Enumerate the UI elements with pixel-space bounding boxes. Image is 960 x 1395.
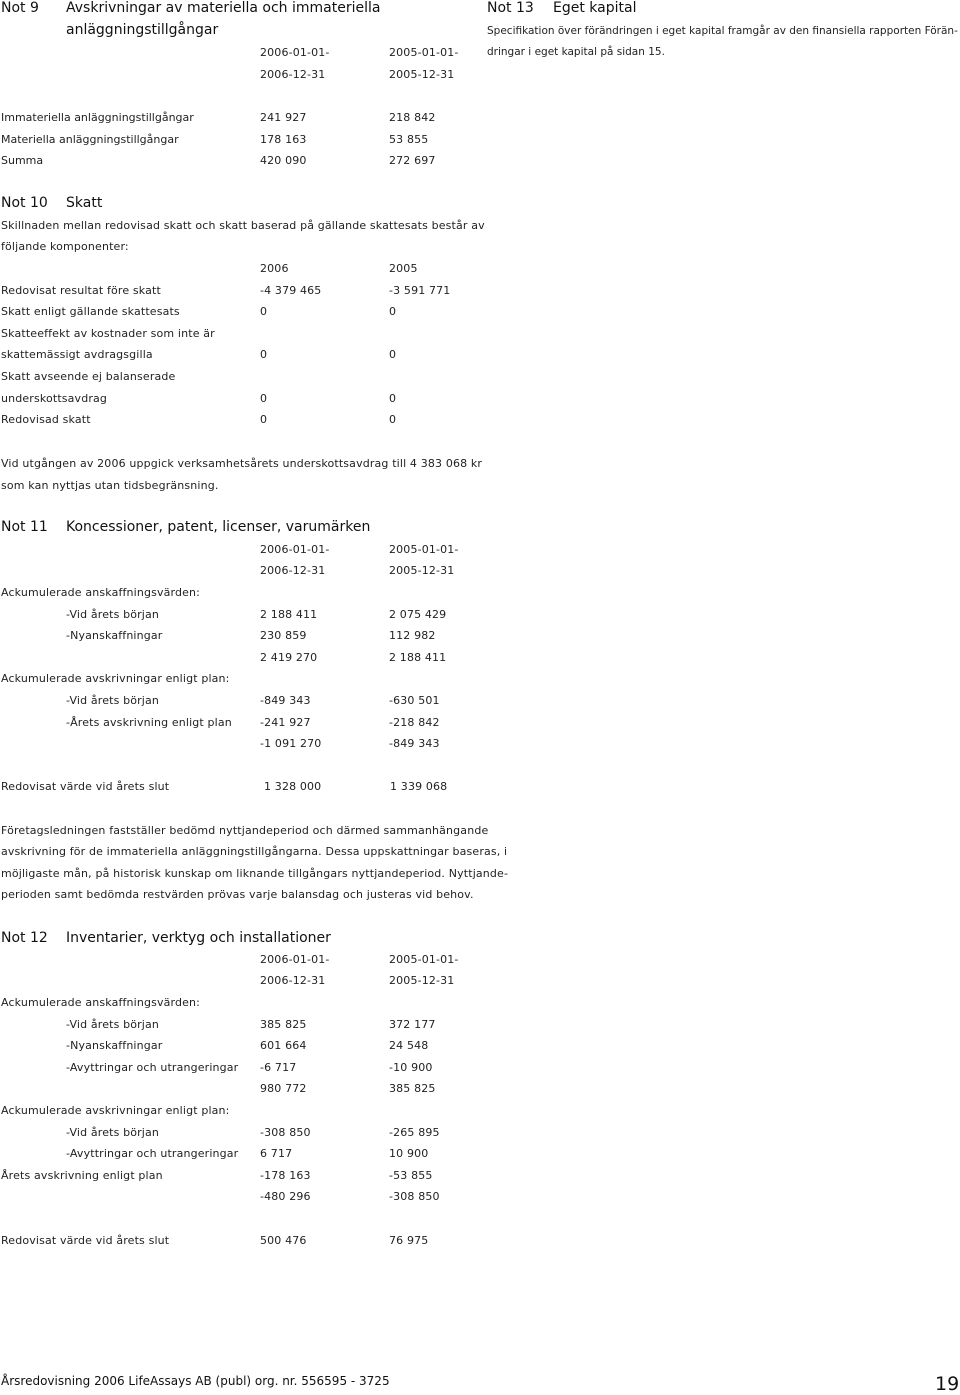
not9-col2-head-a: 2005-01-01-: [389, 46, 459, 59]
row-value-2005: -3 591 771: [389, 284, 451, 297]
row-value-2005: 0: [389, 305, 397, 318]
subtotal-value-2005: -308 850: [389, 1190, 440, 1203]
not10-note-line1: Vid utgången av 2006 uppgick verksamhetsårets underskottsavdrag till 4 383 068 kr: [1, 457, 483, 470]
not10-title: Skatt: [66, 195, 103, 211]
row-value-2005: 0: [389, 413, 397, 426]
not9-col1-head-a: 2006-01-01-: [260, 46, 330, 59]
not11-total-2005: 1 339 068: [390, 780, 448, 793]
row-label: Ackumulerade avskrivningar enligt plan:: [1, 1104, 230, 1117]
row-label: Ackumulerade anskaffningsvärden:: [1, 586, 201, 599]
row-label: -Nyanskaffningar: [66, 629, 163, 642]
row-label: -Nyanskaffningar: [66, 1039, 163, 1052]
row-label: Årets avskrivning enligt plan: [1, 1169, 163, 1182]
paragraph-line: Företagsledningen fastställer bedömd nyttjandeperiod och därmed sammanhängande: [1, 824, 489, 837]
row-value-2006: 385 825: [260, 1018, 307, 1031]
subtotal-value-2005: 2 188 411: [389, 651, 447, 664]
row-label: Immateriella anläggningstillgångar: [1, 111, 194, 124]
not11-col2-head-b: 2005-12-31: [389, 564, 455, 577]
row-label: Summa: [1, 154, 44, 167]
row-label: Redovisat resultat före skatt: [1, 284, 161, 297]
row-label: -Avyttringar och utrangeringar: [66, 1061, 239, 1074]
row-label: Ackumulerade anskaffningsvärden:: [1, 996, 201, 1009]
not12-col1-head-a: 2006-01-01-: [260, 953, 330, 966]
row-label: underskottsavdrag: [1, 392, 108, 405]
row-label: skattemässigt avdragsgilla: [1, 348, 153, 361]
not13-text-line1: Specifikation över förändringen i eget kapital framgår av den finansiella rapporten Förän-: [487, 25, 958, 37]
subtotal-value-2005: 385 825: [389, 1082, 436, 1095]
not12-total-2005: 76 975: [389, 1234, 429, 1247]
row-value-2006: 601 664: [260, 1039, 307, 1052]
row-label: Materiella anläggningstillgångar: [1, 133, 179, 146]
not12-col2-head-a: 2005-01-01-: [389, 953, 459, 966]
row-label: Ackumulerade avskrivningar enligt plan:: [1, 672, 230, 685]
row-value-2005: 53 855: [389, 133, 429, 146]
row-value-2005: 2 075 429: [389, 608, 447, 621]
page-number: 19: [935, 1373, 960, 1395]
row-value-2005: -630 501: [389, 694, 440, 707]
not10-col2-head: 2005: [389, 262, 418, 275]
row-value-2005: -10 900: [389, 1061, 433, 1074]
not12-col2-head-b: 2005-12-31: [389, 974, 455, 987]
row-label: Skatt avseende ej balanserade: [1, 370, 176, 383]
row-label: -Vid årets början: [66, 608, 160, 621]
not12-total-2006: 500 476: [260, 1234, 307, 1247]
not9-title-line2: anläggningstillgångar: [66, 22, 219, 38]
row-value-2005: -53 855: [389, 1169, 433, 1182]
not13-text-line2: dringar i eget kapital på sidan 15.: [487, 46, 665, 58]
not9-col1-head-b: 2006-12-31: [260, 68, 326, 81]
not9-number: Not 9: [1, 0, 39, 16]
row-value-2006: 0: [260, 348, 268, 361]
not11-total-label: Redovisat värde vid årets slut: [1, 780, 170, 793]
subtotal-value-2005: -849 343: [389, 737, 440, 750]
paragraph-line: avskrivning för de immateriella anläggningstillgångarna. Dessa uppskattningar baseras, i: [1, 845, 508, 858]
subtotal-value-2006: -1 091 270: [260, 737, 322, 750]
row-value-2006: 0: [260, 305, 268, 318]
subtotal-value-2006: 980 772: [260, 1082, 307, 1095]
not13-number: Not 13: [487, 0, 534, 16]
paragraph-line: möjligaste mån, på historisk kunskap om liknande tillgångars nyttjandeperiod. Nyttjande-: [1, 867, 509, 880]
not11-number: Not 11: [1, 519, 48, 535]
row-value-2006: 0: [260, 392, 268, 405]
subtotal-value-2006: -480 296: [260, 1190, 311, 1203]
row-value-2005: 372 177: [389, 1018, 436, 1031]
row-value-2006: -308 850: [260, 1126, 311, 1139]
row-value-2006: 178 163: [260, 133, 307, 146]
not11-col1-head-b: 2006-12-31: [260, 564, 326, 577]
row-label: -Avyttringar och utrangeringar: [66, 1147, 239, 1160]
row-value-2005: 10 900: [389, 1147, 429, 1160]
row-value-2005: -265 895: [389, 1126, 440, 1139]
not11-title: Koncessioner, patent, licenser, varumärken: [66, 519, 371, 535]
row-label: -Årets avskrivning enligt plan: [66, 716, 232, 729]
row-value-2005: 272 697: [389, 154, 436, 167]
row-value-2005: 0: [389, 392, 397, 405]
row-value-2005: 218 842: [389, 111, 436, 124]
not10-intro-line2: följande komponenter:: [1, 240, 129, 253]
row-value-2006: -6 717: [260, 1061, 297, 1074]
row-value-2006: 6 717: [260, 1147, 293, 1160]
row-label: -Vid årets början: [66, 1018, 160, 1031]
not10-note-line2: som kan nyttjas utan tidsbegränsning.: [1, 479, 219, 492]
row-value-2005: 0: [389, 348, 397, 361]
row-value-2005: -218 842: [389, 716, 440, 729]
row-value-2006: -849 343: [260, 694, 311, 707]
not11-total-2006: 1 328 000: [264, 780, 322, 793]
paragraph-line: perioden samt bedömda restvärden prövas varje balansdag och justeras vid behov.: [1, 888, 474, 901]
row-value-2006: -178 163: [260, 1169, 311, 1182]
not12-title: Inventarier, verktyg och installationer: [66, 930, 331, 946]
row-value-2006: 420 090: [260, 154, 307, 167]
row-value-2006: 230 859: [260, 629, 307, 642]
row-value-2006: 0: [260, 413, 268, 426]
not10-number: Not 10: [1, 195, 48, 211]
row-label: Skatteeffekt av kostnader som inte är: [1, 327, 215, 340]
subtotal-value-2006: 2 419 270: [260, 651, 318, 664]
not12-total-label: Redovisat värde vid årets slut: [1, 1234, 170, 1247]
not9-col2-head-b: 2005-12-31: [389, 68, 455, 81]
footer-text: Årsredovisning 2006 LifeAssays AB (publ) org. nr. 556595 - 3725: [1, 1374, 390, 1388]
not12-col1-head-b: 2006-12-31: [260, 974, 326, 987]
row-value-2006: 2 188 411: [260, 608, 318, 621]
row-value-2006: -4 379 465: [260, 284, 322, 297]
row-value-2005: 112 982: [389, 629, 436, 642]
row-label: -Vid årets början: [66, 1126, 160, 1139]
not11-col1-head-a: 2006-01-01-: [260, 543, 330, 556]
row-value-2006: -241 927: [260, 716, 311, 729]
not12-number: Not 12: [1, 930, 48, 946]
row-value-2005: 24 548: [389, 1039, 429, 1052]
not11-col2-head-a: 2005-01-01-: [389, 543, 459, 556]
not13-title: Eget kapital: [553, 0, 637, 16]
row-label: Skatt enligt gällande skattesats: [1, 305, 180, 318]
row-value-2006: 241 927: [260, 111, 307, 124]
row-label: Redovisad skatt: [1, 413, 91, 426]
row-label: -Vid årets början: [66, 694, 160, 707]
not9-title-line1: Avskrivningar av materiella och immateriella: [66, 0, 381, 16]
not10-intro-line1: Skillnaden mellan redovisad skatt och skatt baserad på gällande skattesats består av: [1, 219, 485, 232]
not10-col1-head: 2006: [260, 262, 289, 275]
